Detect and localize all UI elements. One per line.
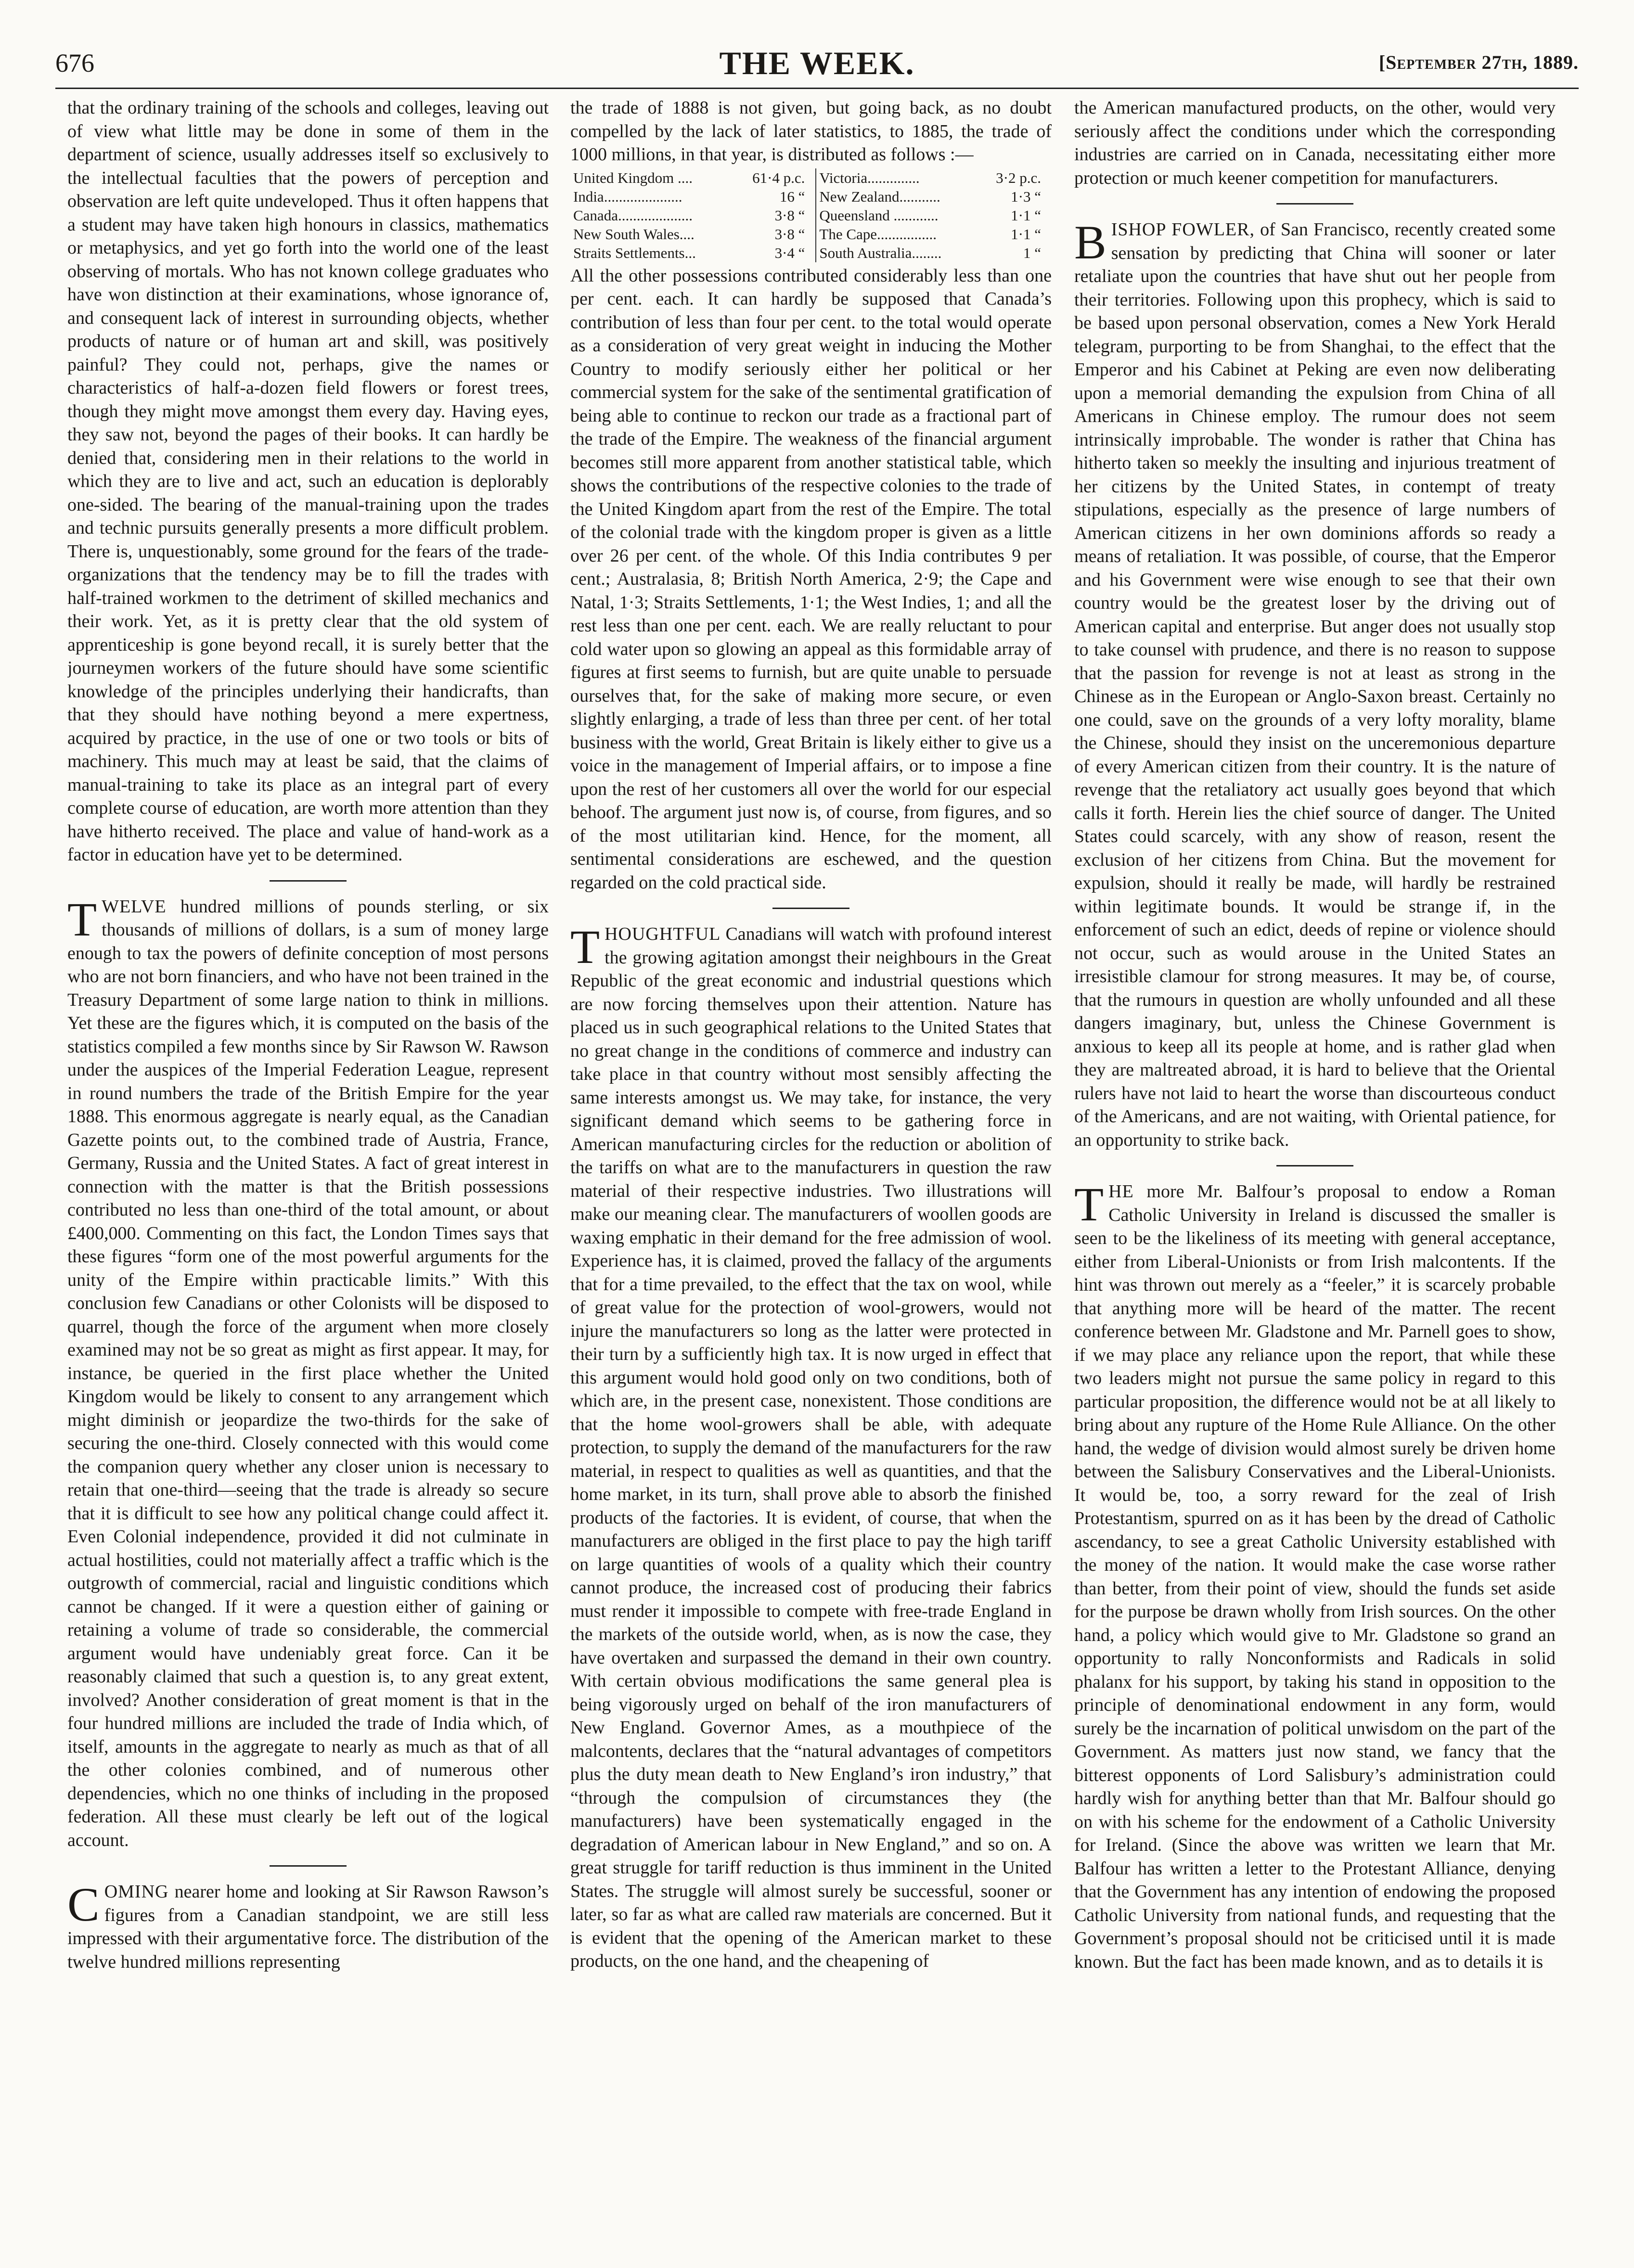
- colony-name-cell: Canada....................: [573, 206, 693, 224]
- percentage-cell: 3·8 “: [774, 206, 805, 224]
- colony-name-cell: India.....................: [573, 188, 682, 205]
- percentage-cell: 1 “: [1023, 244, 1041, 261]
- percentage-cell: 16 “: [779, 188, 805, 205]
- lead-word: HE: [1108, 1181, 1134, 1202]
- table-row: [570, 168, 1052, 187]
- lead-word: HOUGHTFUL: [605, 924, 721, 944]
- colony-name-cell: New South Wales....: [573, 225, 695, 243]
- drop-cap: C: [67, 1878, 100, 1931]
- masthead-title: THE WEEK.: [719, 45, 915, 81]
- section-divider: [1276, 1165, 1353, 1166]
- colony-name-cell: New Zealand...........: [819, 188, 940, 205]
- drop-cap: T: [1074, 1178, 1104, 1231]
- table-row: [570, 187, 1052, 206]
- percentage-cell: 1·1 “: [1011, 206, 1041, 224]
- paragraph-text: of San Francisco, recently created some sensation by predicting that China will sooner or later retaliate upon the countries that have shut out her people from their territories. Following upon this prophecy, which is said to be based upon personal observation, comes a New York Herald telegram, purporting to be from Shanghai, to the effect that the Emperor and his Cabinet at Peking are even now deliberating upon a memorial demanding the expulsion from China of all Americans in Chinese employ. The rumour does not seem intrinsically improbable. The wonder is rather that China has hitherto taken so meekly the insulting and injurious treatment of her citizens by the United States, in contempt of treaty stipulations, especially as the presence of large numbers of American citizens in her own dominions affords so ready a means of retaliation. It was possible, of course, that the Emperor and his Government were wise enough to see that their own country would be the greatest loser by the driving out of American capital and enterprise. But anger does not usually stop to take counsel with prudence, and there is no reason to suppose that the passion for revenge is not at least as strong in the Chinese as in the European or Anglo-Saxon breast. Certainly no one could, save on the grounds of a very lofty morality, blame the Chinese, should they insist on the unceremonious departure of every American citizen from their country. It is the nature of revenge that the retaliatory act usually goes beyond that which calls it forth. Herein lies the chief source of danger. The United States could scarcely, with any show of reason, resent the exclusion of her citizens from China. But the movement for expulsion, should it really be made, will hardly be restrained within legitimate bounds. It would be strange if, in the enforcement of such an edict, deeds of repine or violence should not occur, such as would arouse in the United States an irresistible clamour for strong measures. It may be, of course, that the rumours in question are wholly unfounded and all these dangers imaginary, but, unless the Chinese Government is anxious to keep all its people at home, and is rather glad when they are maltreated abroad, it is hard to believe that the Oriental rulers have not laid to heart the worse than discourteous conduct of the Americans, and are not waiting, with Oriental patience, for an opportunity to strike back.: [1074, 219, 1556, 1150]
- article-paragraph: [570, 920, 1052, 1973]
- table-row: [570, 206, 1052, 225]
- colony-name-cell: Victoria..............: [819, 169, 920, 186]
- table-row: [570, 225, 1052, 243]
- article-paragraph: the trade of 1888 is not given, but going back, as no doubt compelled by the lack of later statistics, to 1885, the trade of 1000 millions, in that year, is distributed as follows :—: [570, 98, 1052, 165]
- paragraph-text: hundred millions of pounds sterling, or six thousands of millions of dollars, is a sum of money large enough to tax the powers of definite conception of most persons who are not born financiers, and who have not been trained in the Treasury Department of some large nation to think in millions. Yet these are the figures which, it is computed on the basis of the statistics compiled a few months since by Sir Rawson W. Rawson under the auspices of the Imperial Federation League, represent in round numbers the trade of the British Empire for the year 1888. This enormous aggregate is nearly equal, as the Canadian Gazette points out, to the combined trade of Austria, France, Germany, Russia and the United States. A fact of great interest in connection with the matter is that the British possessions contributed no less than one-third of the total amount, or about £400,000. Commenting on this fact, the London Times says that these figures “form one of the most powerful arguments for the unity of the Empire within practicable limits.” With this conclusion few Canadians or other Colonists will be disposed to quarrel, though the force of the argument when more closely examined may not be so great as might as first appear. It may, for instance, be queried in the first place whether the United Kingdom would be likely to consent to any arrangement which might diminish or jeopardize the two-thirds for the sake of securing the one-third. Closely connected with this would come the companion query whether any closer union is necessary to retain that one-third—seeing that the trade is already so secure that it is difficult to see how any political change could affect it. Even Colonial independence, provided it did not culminate in actual hostilities, could not materially affect a traffic which is the outgrowth of commercial, racial and linguistic conditions which cannot be changed. If it were a question either of gaining or retaining a volume of trade so considerable, the commercial argument would have undeniably great force. Can it be reasonably claimed that such a question is, to any great extent, involved? Another consideration of great moment is that in the four hundred millions are included the trade of India which, of itself, amounts in the aggregate to nearly as much as that of all the other colonies combined, and of numerous other dependencies, which no one thinks of including in the proposed federation. All these must clearly be left out of the logical account.: [67, 896, 549, 1850]
- article-paragraph: the American manufactured products, on the other, would very seriously affect the conditions under which the corresponding industries are carried on in Canada, necessitating either more protection or much keener competition for manufacturers.: [1074, 98, 1556, 188]
- percentage-cell: 3·4 “: [774, 244, 805, 261]
- paragraph-text: Canadians will watch with profound interest the growing agitation amongst their neighbours in the Great Republic of the great economic and industrial questions which are now forcing themselves upon their attention. Nature has placed us in such geographical relations to the United States that no great change in the conditions of commerce and industry can take place in that country without most sensibly affecting the same interests amongst us. We may take, for instance, the very significant demand which seems to be gathering force in American manufacturing circles for the reduction or abolition of the tariffs on what are to the manufacturers in question the raw material of their respective industries. Two illustrations will make our meaning clear. The manufacturers of woollen goods are waxing emphatic in their demand for the free admission of wool. Experience has, it is claimed, proved the fallacy of the arguments that for a time prevailed, to the effect that the tax on wool, while of great value for the protection of wool-growers, would not injure the manufacturers so long as the latter were protected in their turn by a sufficiently high tax. It is now urged in effect that this argument would hold good only on two conditions, both of which are, in the present case, nonexistent. Those conditions are that the home wool-growers shall be able, with adequate protection, to supply the demand of the manufacturers for the raw material, in respect to qualities as well as quantities, and that the home market, in its turn, shall prove able to absorb the finished products of the factories. It is evident, of course, that when the manufacturers are obliged in the first place to pay the high tariff on large quantities of wools of a quality which their country cannot produce, the increased cost of producing their fabrics must render it impossible to compete with free-trade England in the markets of the outside world, when, as is now the case, they have overtaken and surpassed the demand in their own country. With certain obvious modifications the same general plea is being vigorously urged on behalf of the iron manufacturers of New England. Governor Ames, as a mouthpiece of the malcontents, declares that the “natural advantages of competitors plus the duty mean death to New England’s iron industry,” that “through the compulsion of circumstances they (the manufacturers) have been systematically engaged in the degradation of American labour in New England,” and so on. A great struggle for tariff reduction is thus imminent in the United States. The struggle will almost surely be successful, sooner or later, so far as what are called raw materials are concerned. But it is evident that the opening of the American market to these products, on the one hand, and the cheapening of: [570, 924, 1052, 1971]
- article-paragraph: All the other possessions contributed considerably less than one per cent. each. It can hardly be supposed that Canada’s contribution of less than four per cent. to the total would operate as a consideration of very great weight in inducing the Mother Country to modify seriously either her political or her commercial system for the sake of the sentimental gratification of being able to continue to reckon our trade as a fractional part of the trade of the Empire. The weakness of the financial argument becomes still more apparent from another statistical table, which shows the contributions of the respective colonies to the trade of the United Kingdom apart from the rest of the Empire. The total of the colonial trade with the kingdom proper is given as a little over 26 per cent. of the whole. Of this India contributes 9 per cent.; Australasia, 8; British North America, 2·9; the Cape and Natal, 1·3; Straits Settlements, 1·1; the West Indies, 1; and all the rest less than one per cent. each. We are really reluctant to pour cold water upon so glowing an appeal as this formidable array of figures at first seems to furnish, but are quite unable to persuade ourselves that, for the sake of making more secure, or even slightly enlarging, a trade of less than three per cent. of her total business with the world, Great Britain is likely either to give us a voice in the management of Imperial affairs, or to impose a fine upon the rest of her customers all over the world for our especial behoof. The argument just now is, of course, from figures, and so of the most utilitarian kind. Hence, for the moment, all sentimental considerations are eschewed, and the question regarded on the cold practical side.: [570, 265, 1052, 893]
- percentage-cell: 1·1 “: [1011, 225, 1041, 243]
- column-left: [67, 96, 549, 2247]
- drop-cap: T: [570, 920, 600, 974]
- article-paragraph: [67, 892, 549, 1852]
- colony-name-cell: Queensland ............: [819, 206, 939, 224]
- paragraph-text: nearer home and looking at Sir Rawson Rawson’s figures from a Canadian standpoint, we are still less impressed with their argumentative force. The distribution of the twelve hundred millions representing: [67, 1882, 549, 1972]
- page-header: [55, 44, 1579, 89]
- page-number: 676: [55, 49, 94, 77]
- colony-name-cell: The Cape................: [819, 225, 937, 243]
- lead-word: ISHOP FOWLER,: [1111, 219, 1255, 240]
- section-divider: [270, 1865, 347, 1867]
- article-paragraph: that the ordinary training of the schools and colleges, leaving out of view what little may be done in some of them in the department of science, usually addresses itself so exclusively to the intellectual faculties that the powers of perception and observation are left quite undeveloped. Thus it often happens that a student may have taken high honours in classics, mathematics or metaphysics, and yet go forth into the world one of the least observing of mortals. Who has not known college graduates who have won distinction at their examinations, whose ignorance of, and consequent lack of interest in surrounding objects, whether products of nature or of human art and skill, was positively painful? They could not, perhaps, give the names or characteristics of half-a-dozen field flowers or forest trees, though they might move amongst them every day. Having eyes, they saw not, beyond the pages of their books. It can hardly be denied that, considering men in their relations to the world in which they are to live and act, such an education is deplorably one-sided. The bearing of the manual-training upon the trades and technic pursuits generally presents a more difficult problem. There is, unquestionably, some ground for the fears of the trade-organizations that the tendency may be to fill the trades with half-trained workmen to the detriment of skilled mechanics and their work. Yet, as it is pretty clear that the old system of apprenticeship is gone beyond recall, it is surely better that the journeymen workers of the future should have some scientific knowledge of the principles underlying their handicrafts, than that they should have nothing beyond a mere expertness, acquired by practice, in the use of one or two tools or bits of machinery. This much may at least be said, that the claims of manual-training to take its place as an integral part of every complete course of education, are worth more attention than they have hitherto received. The place and value of hand-work as a factor in education have yet to be determined.: [67, 98, 549, 865]
- column-right: [1074, 96, 1556, 2247]
- paragraph-text: more Mr. Balfour’s proposal to endow a Roman Catholic University in Ireland is discussed the smaller is seen to be the likeliness of its meeting with general acceptance, either from Liberal-Unionists or from Irish malcontents. If the hint was thrown out merely as a “feeler,” it is scarcely probable that anything more will be heard of the matter. The recent conference between Mr. Gladstone and Mr. Parnell goes to show, if we may place any reliance upon the report, that while these two leaders might not pursue the same policy in regard to this particular proposition, the difference would not be at all likely to bring about any rupture of the Home Rule Alliance. On the other hand, the wedge of division would almost surely be driven home between the Salisbury Conservatives and the Liberal-Unionists. It would be, too, a sorry reward for the zeal of Irish Protestantism, spurred on as it has been by the dread of Catholic ascendancy, to see a great Catholic University established with the money of the nation. It would make the case worse rather than better, from their point of view, should the funds set aside for the purpose be drawn wholly from Irish sources. On the other hand, a policy which would give to Mr. Gladstone so grand an opportunity to rally Nonconformists and Radicals in solid phalanx for his support, by taking his stand in opposition to the principle of denominational endowment in any form, would surely be the incarnation of political unwisdom on the part of the Government. As matters just now stand, we fancy that the bitterest opponents of Lord Salisbury’s administration could hardly wish for anything better than that Mr. Balfour should go on with his scheme for the endowment of a Catholic University for Ireland. (Since the above was written we learn that Mr. Balfour has written a letter to the Protestant Alliance, denying that the Government has any intention of endowing the proposed Catholic University from national funds, and requesting that the Government’s proposal should not be criticised until it is made known. But the fact has been made known, and as to details it is: [1074, 1181, 1556, 1972]
- column-middle: [570, 96, 1052, 2247]
- article-paragraph: [1074, 218, 1556, 1152]
- lead-word: OMING: [104, 1882, 169, 1902]
- section-divider: [772, 908, 849, 909]
- article-paragraph: [67, 1880, 549, 1973]
- lead-word: WELVE: [102, 896, 167, 917]
- colony-name-cell: South Australia........: [819, 244, 942, 261]
- article-paragraph: [1074, 1180, 1556, 1973]
- issue-date: [September 27th, 1889.: [1378, 51, 1579, 73]
- percentage-cell: 3·8 “: [774, 225, 805, 243]
- drop-cap: B: [1074, 216, 1106, 269]
- table-row: [570, 243, 1052, 262]
- section-divider: [270, 880, 347, 882]
- drop-cap: T: [67, 892, 97, 946]
- colony-name-cell: United Kingdom ....: [573, 169, 693, 186]
- percentage-cell: 61·4 p.c.: [752, 169, 805, 186]
- percentage-cell: 3·2 p.c.: [996, 169, 1041, 186]
- trade-distribution-table: [570, 168, 1052, 262]
- section-divider: [1276, 203, 1353, 205]
- percentage-cell: 1·3 “: [1011, 188, 1041, 205]
- colony-name-cell: Straits Settlements...: [573, 244, 696, 261]
